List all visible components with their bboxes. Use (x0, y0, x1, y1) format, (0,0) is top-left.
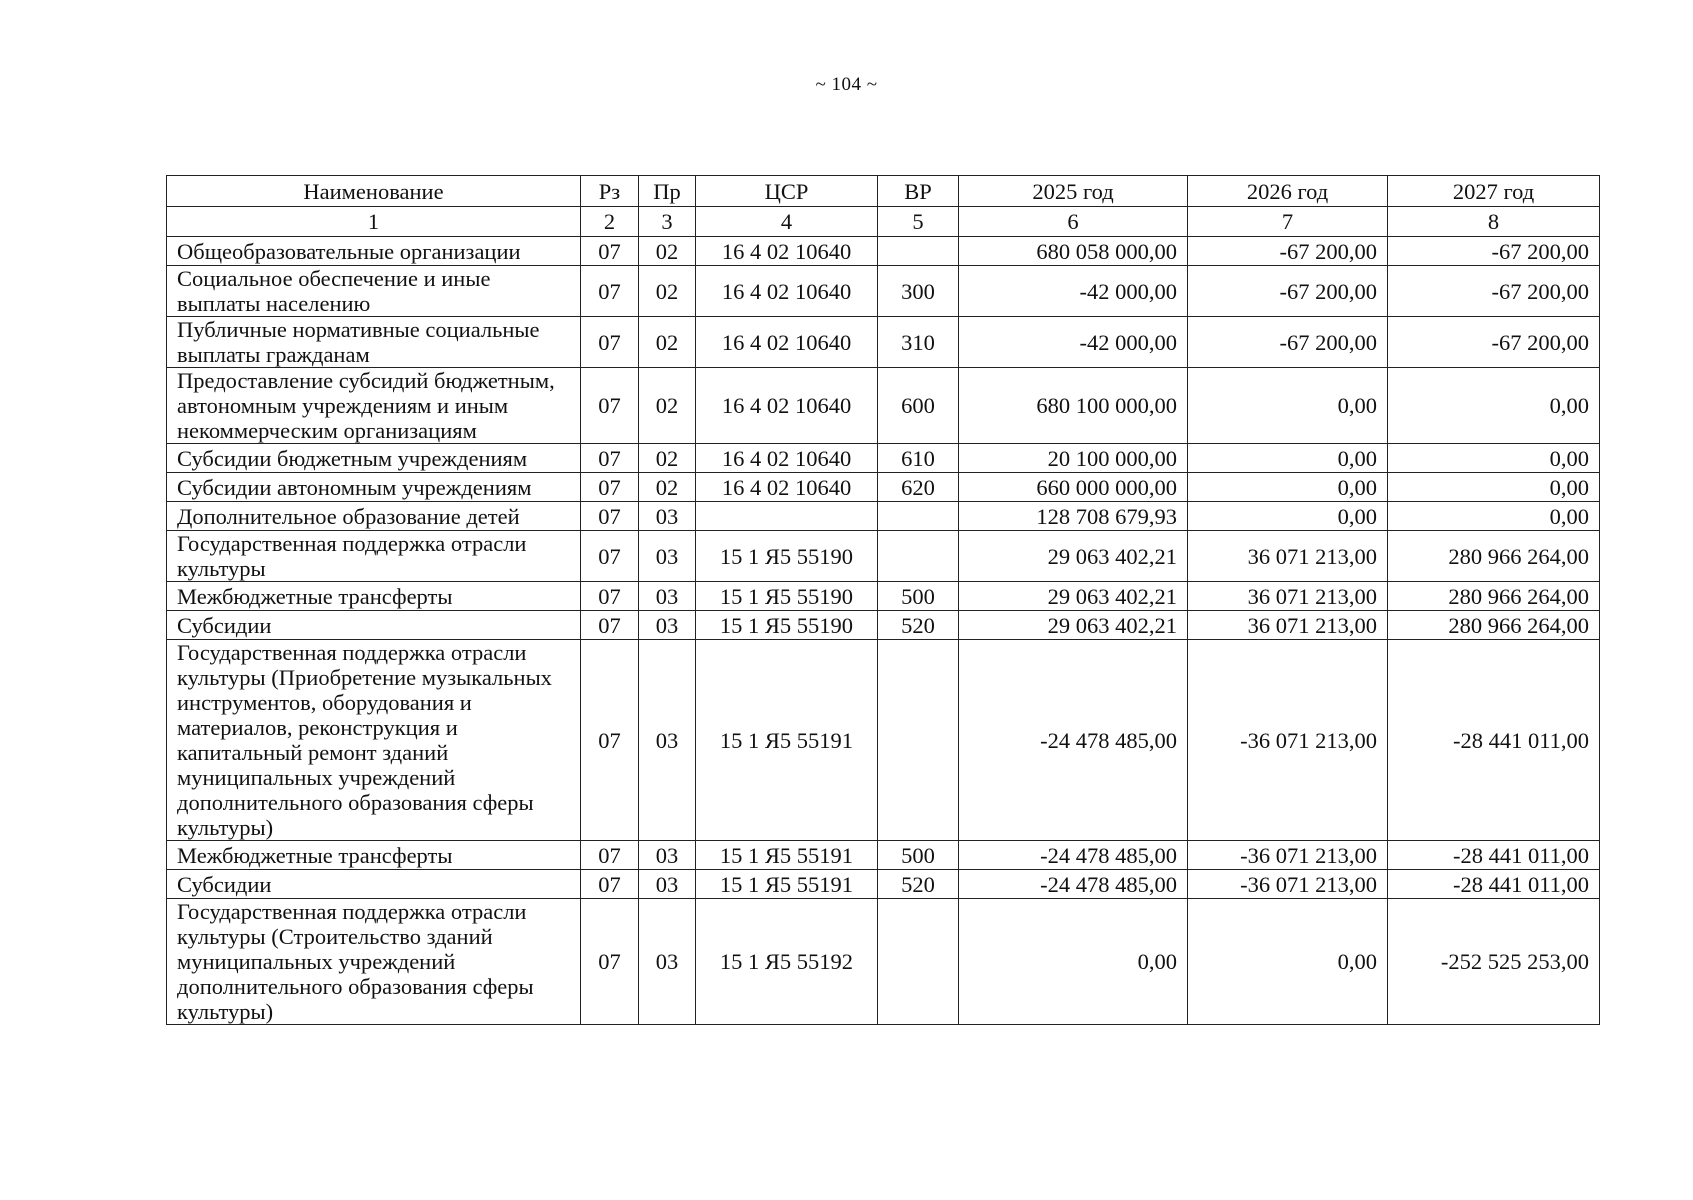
table-row (167, 611, 1600, 640)
cell-2026: -67 200,00 (1188, 237, 1388, 266)
cell-csr: 16 4 02 10640 (696, 473, 878, 502)
column-number-row (167, 207, 1600, 237)
cell-2027: -28 441 011,00 (1388, 870, 1600, 899)
cell-csr: 16 4 02 10640 (696, 444, 878, 473)
cell-rz: 07 (581, 640, 639, 841)
table-row (167, 870, 1600, 899)
header-name: Наименование (167, 176, 581, 207)
header-2026: 2026 год (1188, 176, 1388, 207)
cell-2027: 0,00 (1388, 502, 1600, 531)
cell-vr (878, 502, 959, 531)
cell-2027: -67 200,00 (1388, 237, 1600, 266)
cell-2025: 29 063 402,21 (959, 611, 1188, 640)
cell-2026: -36 071 213,00 (1188, 841, 1388, 870)
header-vr: ВР (878, 176, 959, 207)
cell-2027: -67 200,00 (1388, 317, 1600, 368)
cell-name: Государственная поддержка отрасли культуры (167, 531, 581, 582)
cell-name: Субсидии автономным учреждениям (167, 473, 581, 502)
cell-2025: -24 478 485,00 (959, 841, 1188, 870)
column-number: 5 (878, 207, 959, 237)
cell-2027: 0,00 (1388, 444, 1600, 473)
cell-csr: 16 4 02 10640 (696, 266, 878, 317)
cell-rz: 07 (581, 870, 639, 899)
cell-name: Субсидии (167, 870, 581, 899)
column-number: 2 (581, 207, 639, 237)
cell-2027: -28 441 011,00 (1388, 841, 1600, 870)
cell-2026: -36 071 213,00 (1188, 640, 1388, 841)
cell-pr: 02 (639, 237, 696, 266)
cell-2027: 280 966 264,00 (1388, 531, 1600, 582)
cell-2025: -42 000,00 (959, 317, 1188, 368)
cell-pr: 03 (639, 611, 696, 640)
cell-pr: 03 (639, 841, 696, 870)
cell-2026: 0,00 (1188, 368, 1388, 444)
cell-2025: 0,00 (959, 899, 1188, 1025)
column-number: 1 (167, 207, 581, 237)
cell-2027: -28 441 011,00 (1388, 640, 1600, 841)
cell-2027: 0,00 (1388, 473, 1600, 502)
cell-name: Государственная поддержка отрасли культуры (Приобретение музыкальных инструментов, оборудования и материалов, реконструкция и капитальный ремонт зданий муниципальных учреждений дополнительного образования сферы культуры) (167, 640, 581, 841)
cell-2025: 29 063 402,21 (959, 582, 1188, 611)
cell-pr: 02 (639, 266, 696, 317)
cell-vr (878, 640, 959, 841)
cell-2026: 0,00 (1188, 473, 1388, 502)
header-2025: 2025 год (959, 176, 1188, 207)
cell-vr: 600 (878, 368, 959, 444)
cell-rz: 07 (581, 317, 639, 368)
cell-vr: 500 (878, 841, 959, 870)
cell-pr: 03 (639, 531, 696, 582)
cell-csr: 15 1 Я5 55190 (696, 531, 878, 582)
header-rz: Рз (581, 176, 639, 207)
cell-name: Предоставление субсидий бюджетным, автономным учреждениям и иным некоммерческим организациям (167, 368, 581, 444)
table-row (167, 237, 1600, 266)
cell-rz: 07 (581, 502, 639, 531)
header-csr: ЦСР (696, 176, 878, 207)
cell-rz: 07 (581, 611, 639, 640)
cell-2026: -67 200,00 (1188, 317, 1388, 368)
cell-name: Публичные нормативные социальные выплаты гражданам (167, 317, 581, 368)
page-number: ~ 104 ~ (815, 74, 878, 95)
cell-pr: 03 (639, 899, 696, 1025)
cell-vr: 520 (878, 611, 959, 640)
header-row (167, 176, 1600, 207)
cell-2025: 20 100 000,00 (959, 444, 1188, 473)
table-row (167, 368, 1600, 444)
cell-csr: 15 1 Я5 55191 (696, 640, 878, 841)
cell-pr: 02 (639, 317, 696, 368)
cell-pr: 03 (639, 502, 696, 531)
cell-2026: 0,00 (1188, 899, 1388, 1025)
table-row (167, 317, 1600, 368)
cell-pr: 03 (639, 640, 696, 841)
header-pr: Пр (639, 176, 696, 207)
cell-name: Субсидии бюджетным учреждениям (167, 444, 581, 473)
table-row (167, 899, 1600, 1025)
cell-name: Дополнительное образование детей (167, 502, 581, 531)
cell-2025: -24 478 485,00 (959, 640, 1188, 841)
cell-2026: 36 071 213,00 (1188, 611, 1388, 640)
table-row (167, 582, 1600, 611)
table-row (167, 473, 1600, 502)
cell-rz: 07 (581, 841, 639, 870)
cell-rz: 07 (581, 899, 639, 1025)
cell-2025: 29 063 402,21 (959, 531, 1188, 582)
budget-table (166, 175, 1600, 1025)
cell-2026: -36 071 213,00 (1188, 870, 1388, 899)
cell-pr: 02 (639, 473, 696, 502)
table-row (167, 502, 1600, 531)
cell-rz: 07 (581, 237, 639, 266)
cell-2026: -67 200,00 (1188, 266, 1388, 317)
cell-rz: 07 (581, 266, 639, 317)
cell-rz: 07 (581, 368, 639, 444)
cell-pr: 02 (639, 444, 696, 473)
cell-csr: 15 1 Я5 55190 (696, 582, 878, 611)
cell-csr: 15 1 Я5 55190 (696, 611, 878, 640)
cell-pr: 02 (639, 368, 696, 444)
cell-2025: -42 000,00 (959, 266, 1188, 317)
cell-name: Общеобразовательные организации (167, 237, 581, 266)
cell-2026: 0,00 (1188, 444, 1388, 473)
cell-2027: 0,00 (1388, 368, 1600, 444)
cell-csr: 15 1 Я5 55192 (696, 899, 878, 1025)
cell-csr: 16 4 02 10640 (696, 237, 878, 266)
cell-vr (878, 899, 959, 1025)
cell-vr: 520 (878, 870, 959, 899)
cell-vr: 610 (878, 444, 959, 473)
cell-2027: 280 966 264,00 (1388, 582, 1600, 611)
cell-2027: -252 525 253,00 (1388, 899, 1600, 1025)
cell-csr: 16 4 02 10640 (696, 368, 878, 444)
cell-2027: 280 966 264,00 (1388, 611, 1600, 640)
column-number: 6 (959, 207, 1188, 237)
cell-rz: 07 (581, 531, 639, 582)
cell-csr (696, 502, 878, 531)
cell-rz: 07 (581, 444, 639, 473)
cell-2025: 680 100 000,00 (959, 368, 1188, 444)
cell-name: Социальное обеспечение и иные выплаты населению (167, 266, 581, 317)
cell-2025: -24 478 485,00 (959, 870, 1188, 899)
table-row (167, 841, 1600, 870)
table-row (167, 444, 1600, 473)
column-number: 7 (1188, 207, 1388, 237)
cell-2025: 680 058 000,00 (959, 237, 1188, 266)
cell-csr: 15 1 Я5 55191 (696, 870, 878, 899)
cell-vr: 500 (878, 582, 959, 611)
cell-csr: 16 4 02 10640 (696, 317, 878, 368)
cell-2025: 660 000 000,00 (959, 473, 1188, 502)
cell-vr: 310 (878, 317, 959, 368)
cell-rz: 07 (581, 582, 639, 611)
table-row (167, 531, 1600, 582)
cell-2025: 128 708 679,93 (959, 502, 1188, 531)
cell-vr (878, 531, 959, 582)
column-number: 4 (696, 207, 878, 237)
cell-2027: -67 200,00 (1388, 266, 1600, 317)
cell-vr: 300 (878, 266, 959, 317)
header-2027: 2027 год (1388, 176, 1600, 207)
cell-2026: 36 071 213,00 (1188, 531, 1388, 582)
column-number: 8 (1388, 207, 1600, 237)
cell-vr (878, 237, 959, 266)
cell-name: Межбюджетные трансферты (167, 841, 581, 870)
cell-rz: 07 (581, 473, 639, 502)
cell-csr: 15 1 Я5 55191 (696, 841, 878, 870)
cell-name: Межбюджетные трансферты (167, 582, 581, 611)
cell-name: Государственная поддержка отрасли культуры (Строительство зданий муниципальных учреждений дополнительного образования сферы культуры) (167, 899, 581, 1025)
table-row (167, 640, 1600, 841)
cell-pr: 03 (639, 870, 696, 899)
table-row (167, 266, 1600, 317)
cell-vr: 620 (878, 473, 959, 502)
cell-2026: 0,00 (1188, 502, 1388, 531)
cell-2026: 36 071 213,00 (1188, 582, 1388, 611)
cell-name: Субсидии (167, 611, 581, 640)
column-number: 3 (639, 207, 696, 237)
cell-pr: 03 (639, 582, 696, 611)
